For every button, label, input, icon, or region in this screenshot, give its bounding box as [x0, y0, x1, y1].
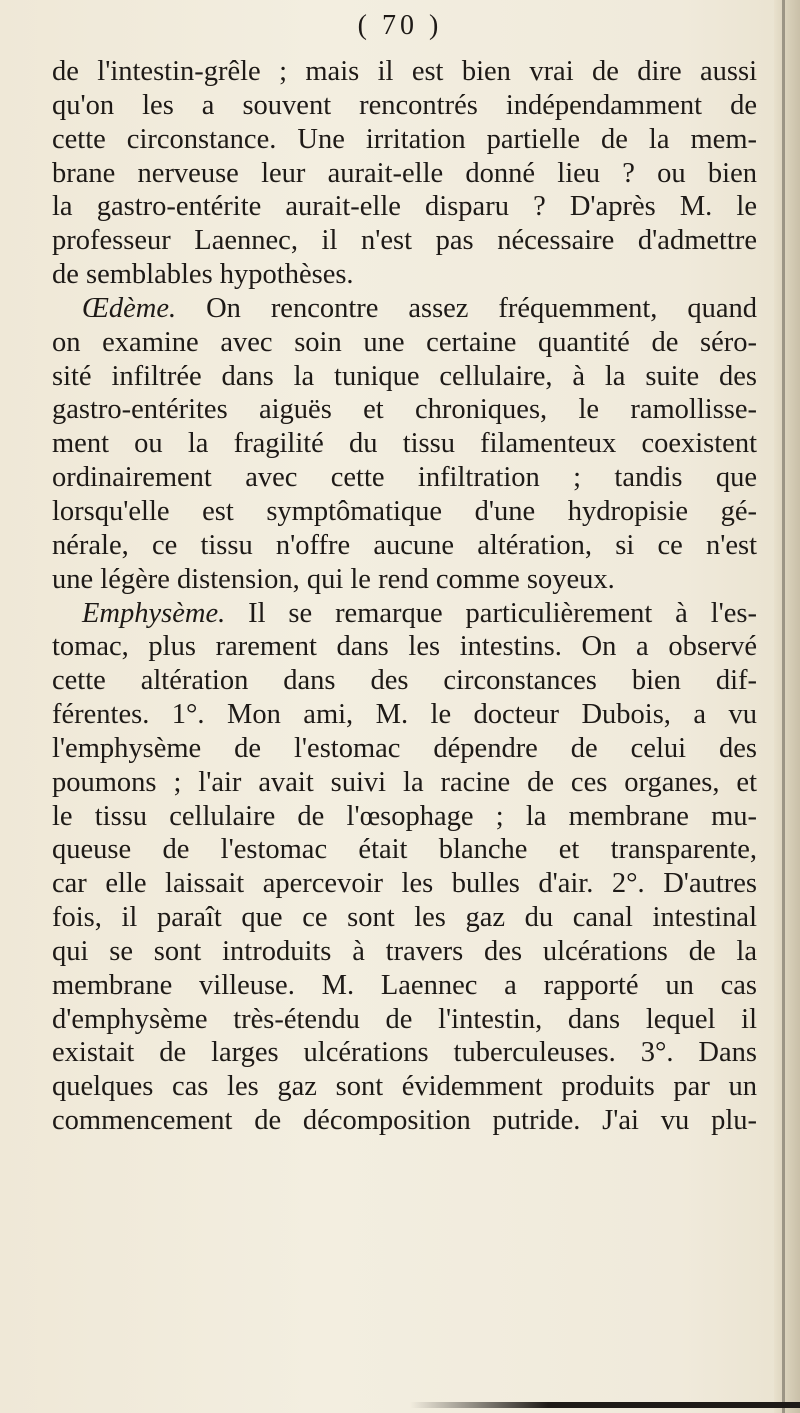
page-binding-edge: [774, 0, 800, 1413]
page-number: ( 70 ): [357, 10, 443, 41]
bottom-rule: [410, 1402, 800, 1408]
text-line: on examine avec soin une certaine quantité de séro-: [52, 326, 757, 358]
text-line: nérale, ce tissu n'offre aucune altération, si ce n'est: [52, 529, 757, 561]
text-run: Il se remarque particulièrement à l'es-: [225, 597, 757, 629]
text-line: l'emphysème de l'estomac dépendre de celui des: [52, 732, 757, 764]
text-line: cette altération dans des circonstances bien dif-: [52, 665, 757, 697]
section-heading-oedeme: Œdème.: [82, 292, 177, 324]
text-line: professeur Laennec, il n'est pas nécessaire d'admettre: [52, 225, 757, 257]
text-line: commencement de décomposition putride. J'ai vu plu-: [52, 1105, 757, 1137]
text-line: férentes. 1°. Mon ami, M. le docteur Dubois, a vu: [52, 699, 757, 731]
paragraph: [52, 55, 757, 292]
text-line: la gastro-entérite aurait-elle disparu ? D'après M. le: [52, 191, 757, 223]
text-line: tomac, plus rarement dans les intestins. On a observé: [52, 631, 757, 663]
text-line: ment ou la fragilité du tissu filamenteux coexistent: [52, 428, 757, 460]
text-line: membrane villeuse. M. Laennec a rapporté un cas: [52, 969, 757, 1001]
paragraph: [52, 597, 757, 1139]
page-body: [52, 55, 757, 1138]
text-line: [52, 292, 757, 326]
text-line: qui se sont introduits à travers des ulcérations de la: [52, 935, 757, 967]
text-line: une légère distension, qui le rend comme soyeux.: [52, 563, 615, 595]
text-line: quelques cas les gaz sont évidemment produits par un: [52, 1071, 757, 1103]
text-line: fois, il paraît que ce sont les gaz du canal intestinal: [52, 902, 757, 934]
text-line: car elle laissait apercevoir les bulles d'air. 2°. D'autres: [52, 868, 757, 900]
text-line: [52, 597, 757, 631]
text-line: de l'intestin-grêle ; mais il est bien vrai de dire aussi: [52, 56, 757, 87]
section-heading-emphyseme: Emphysème.: [82, 597, 226, 629]
text-line: d'emphysème très-étendu de l'intestin, dans lequel il: [52, 1003, 757, 1035]
text-line: qu'on les a souvent rencontrés indépendamment de: [52, 89, 757, 121]
text-line: de semblables hypothèses.: [52, 259, 354, 291]
text-line: lorsqu'elle est symptômatique d'une hydropisie gé-: [52, 495, 757, 527]
text-line: le tissu cellulaire de l'œsophage ; la membrane mu-: [52, 800, 757, 832]
text-line: brane nerveuse leur aurait-elle donné lieu ? ou bien: [52, 157, 757, 189]
text-line: poumons ; l'air avait suivi la racine de ces organes, et: [52, 766, 757, 798]
text-line: existait de larges ulcérations tuberculeuses. 3°. Dans: [52, 1037, 757, 1069]
text-line: queuse de l'estomac était blanche et transparente,: [52, 834, 757, 866]
text-line: ordinairement avec cette infiltration ; tandis que: [52, 462, 757, 494]
paragraph: [52, 292, 757, 597]
text-line: sité infiltrée dans la tunique cellulaire, à la suite des: [52, 360, 757, 392]
text-run: On rencontre assez fréquemment, quand: [176, 292, 757, 324]
text-line: cette circonstance. Une irritation partielle de la mem-: [52, 123, 757, 155]
text-line: gastro-entérites aiguës et chroniques, le ramollisse-: [52, 394, 757, 426]
